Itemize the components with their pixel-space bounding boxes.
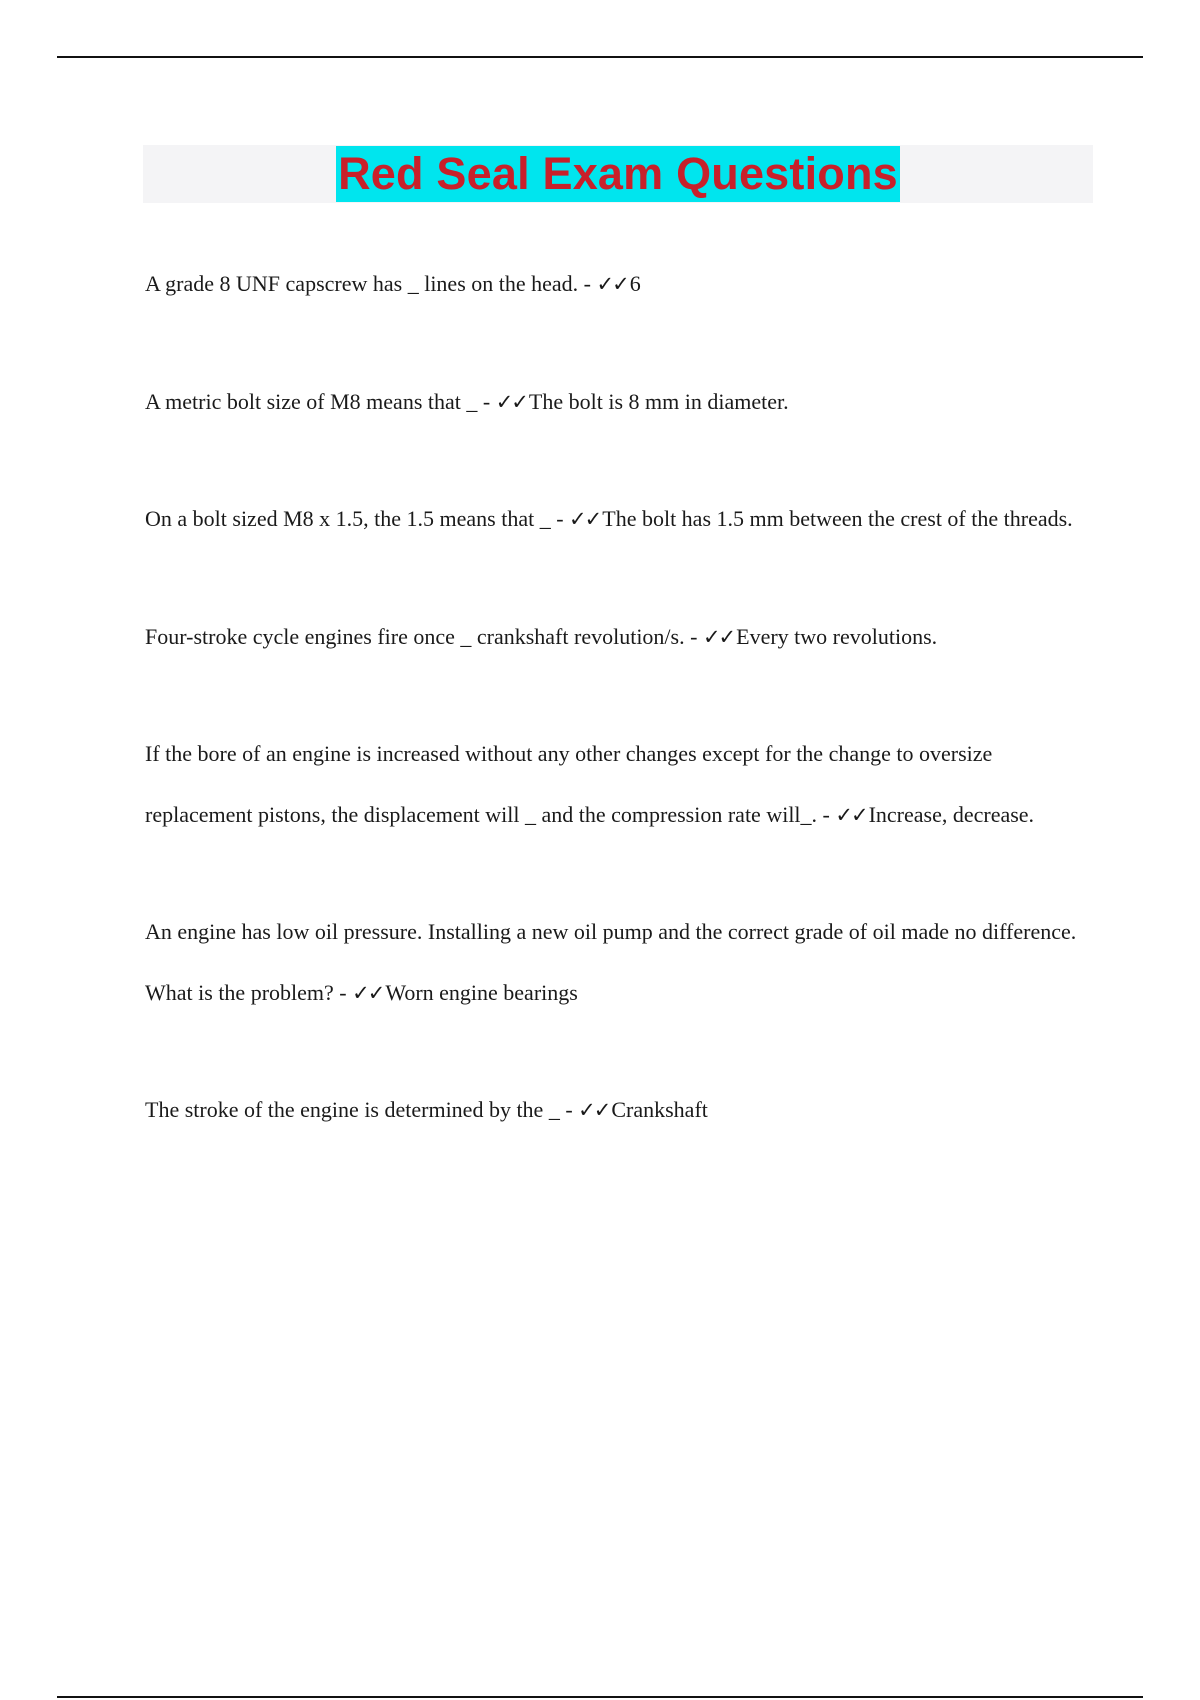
question-item (145, 902, 1095, 1023)
double-check-icon: ✓✓ (495, 389, 527, 414)
question-item (145, 1080, 1095, 1141)
double-check-icon: ✓✓ (578, 1098, 610, 1122)
double-check-icon: ✓✓ (352, 980, 384, 1005)
answer-text: Every two revolutions. (736, 623, 938, 649)
footer-rule (57, 1696, 1143, 1698)
question-text: Four-stroke cycle engines fire once _ crankshaft revolution/s. - (145, 623, 703, 649)
double-check-icon: ✓✓ (835, 802, 867, 827)
question-text: On a bolt sized M8 x 1.5, the 1.5 means that _ - (145, 506, 570, 531)
question-item (145, 254, 1095, 315)
question-text: If the bore of an engine is increased without any other changes except for the change to oversize replacement pistons, the displacement will _ and the compression rate will_. - (145, 741, 993, 827)
answer-text: 6 (629, 271, 641, 296)
question-item (145, 724, 1095, 845)
answer-text: The bolt is 8 mm in diameter. (528, 388, 789, 414)
double-check-icon: ✓✓ (596, 272, 628, 296)
header-rule (57, 56, 1143, 58)
question-text: A grade 8 UNF capscrew has _ lines on the head. - (145, 271, 597, 296)
document-title: Red Seal Exam Questions (336, 146, 900, 202)
title-band (143, 145, 1093, 203)
question-text: A metric bolt size of M8 means that _ - (145, 388, 496, 414)
question-item (145, 489, 1095, 550)
question-item (145, 607, 1095, 668)
double-check-icon: ✓✓ (702, 624, 735, 649)
question-text: An engine has low oil pressure. Installing a new oil pump and the correct grade of oil made no difference. What is the problem? - (145, 919, 1077, 1005)
question-item (145, 372, 1095, 433)
question-text: The stroke of the engine is determined by the _ - (145, 1097, 579, 1122)
answer-text: Crankshaft (611, 1097, 708, 1122)
double-check-icon: ✓✓ (569, 507, 601, 531)
question-list (145, 254, 1095, 1141)
answer-text: Worn engine bearings (385, 979, 578, 1005)
answer-text: Increase, decrease. (868, 801, 1035, 827)
answer-text: The bolt has 1.5 mm between the crest of the threads. (602, 506, 1073, 531)
